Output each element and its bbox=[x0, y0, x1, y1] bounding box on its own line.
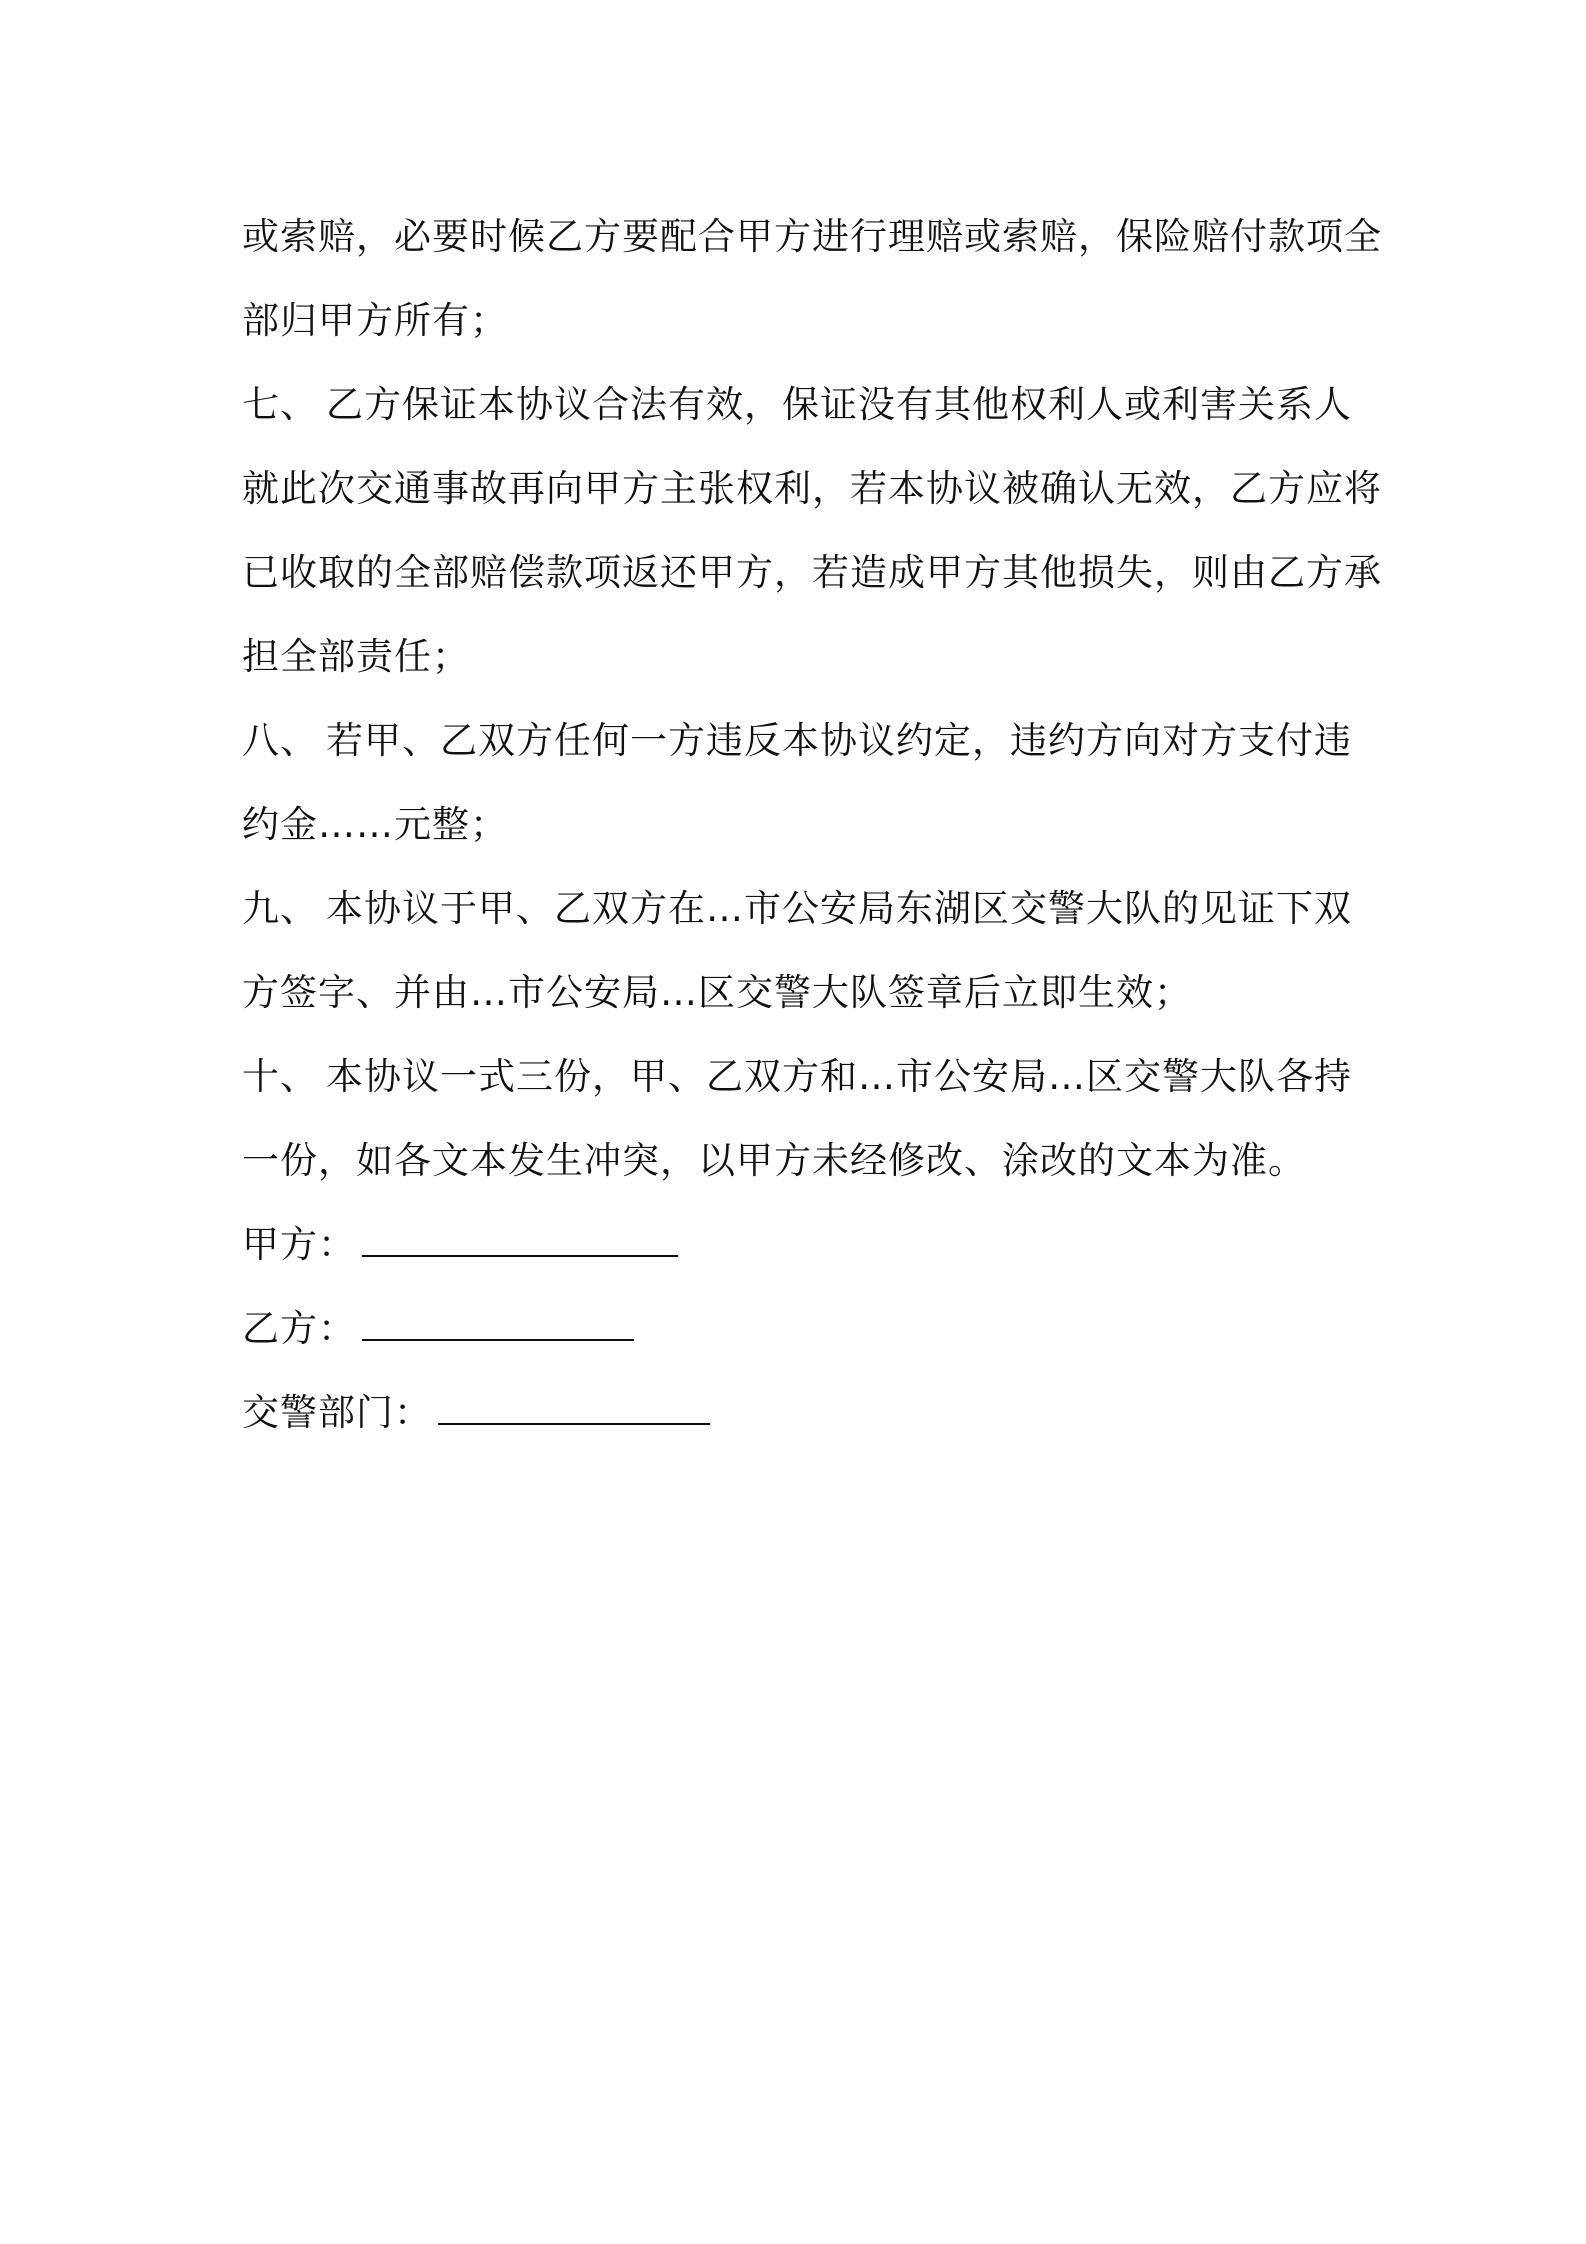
clause-8-line-1 bbox=[242, 699, 1358, 783]
clause-10-number: 十、 bbox=[242, 1055, 318, 1098]
clause-9-line-2: 方签字、并由…市公安局…区交警大队签章后立即生效； bbox=[242, 971, 1192, 1014]
clause-7-line-4: 担全部责任； bbox=[242, 635, 470, 678]
police-label: 交警部门： bbox=[242, 1391, 432, 1434]
clause-10-text-1: 本协议一式三份，甲、乙双方和…市公安局…区交警大队各持 bbox=[326, 1055, 1352, 1098]
clause-9-number: 九、 bbox=[242, 887, 318, 930]
clause-10-line-2: 一份，如各文本发生冲突，以甲方未经修改、涂改的文本为准。 bbox=[242, 1139, 1306, 1182]
clause-8-number: 八、 bbox=[242, 719, 318, 762]
police-signature-field[interactable] bbox=[438, 1393, 710, 1425]
signature-block bbox=[242, 1203, 1358, 1455]
document-body bbox=[242, 195, 1382, 1455]
clause-7 bbox=[242, 363, 1382, 699]
clause-8 bbox=[242, 699, 1358, 867]
party-b-signature-field[interactable] bbox=[362, 1309, 634, 1341]
clause-7-line-1 bbox=[242, 363, 1358, 447]
clause-10 bbox=[242, 1035, 1358, 1203]
clause-7-number: 七、 bbox=[242, 383, 318, 426]
clause-8-text-1: 若甲、乙双方任何一方违反本协议约定，违约方向对方支付违 bbox=[326, 719, 1352, 762]
party-a-signature-field[interactable] bbox=[362, 1225, 678, 1257]
clause-9-line-1 bbox=[242, 867, 1358, 951]
continued-clause-line-2: 部归甲方所有； bbox=[242, 299, 508, 342]
clause-7-line-3: 已收取的全部赔偿款项返还甲方，若造成甲方其他损失，则由乙方承 bbox=[242, 551, 1382, 594]
party-b-label: 乙方： bbox=[242, 1307, 356, 1350]
clause-8-line-2: 约金……元整； bbox=[242, 803, 508, 846]
clause-9-text-1: 本协议于甲、乙双方在…市公安局东湖区交警大队的见证下双 bbox=[326, 887, 1352, 930]
party-a-signature-row bbox=[242, 1203, 1358, 1287]
clause-10-line-1 bbox=[242, 1035, 1358, 1119]
clause-7-text-1: 乙方保证本协议合法有效，保证没有其他权利人或利害关系人 bbox=[326, 383, 1352, 426]
clause-7-line-2: 就此次交通事故再向甲方主张权利，若本协议被确认无效，乙方应将 bbox=[242, 467, 1382, 510]
clause-9 bbox=[242, 867, 1358, 1035]
party-a-label: 甲方： bbox=[242, 1223, 356, 1266]
party-b-signature-row bbox=[242, 1287, 1358, 1371]
police-signature-row bbox=[242, 1371, 1358, 1455]
continued-clause-line-1: 或索赔，必要时候乙方要配合甲方进行理赔或索赔，保险赔付款项全 bbox=[242, 215, 1382, 258]
